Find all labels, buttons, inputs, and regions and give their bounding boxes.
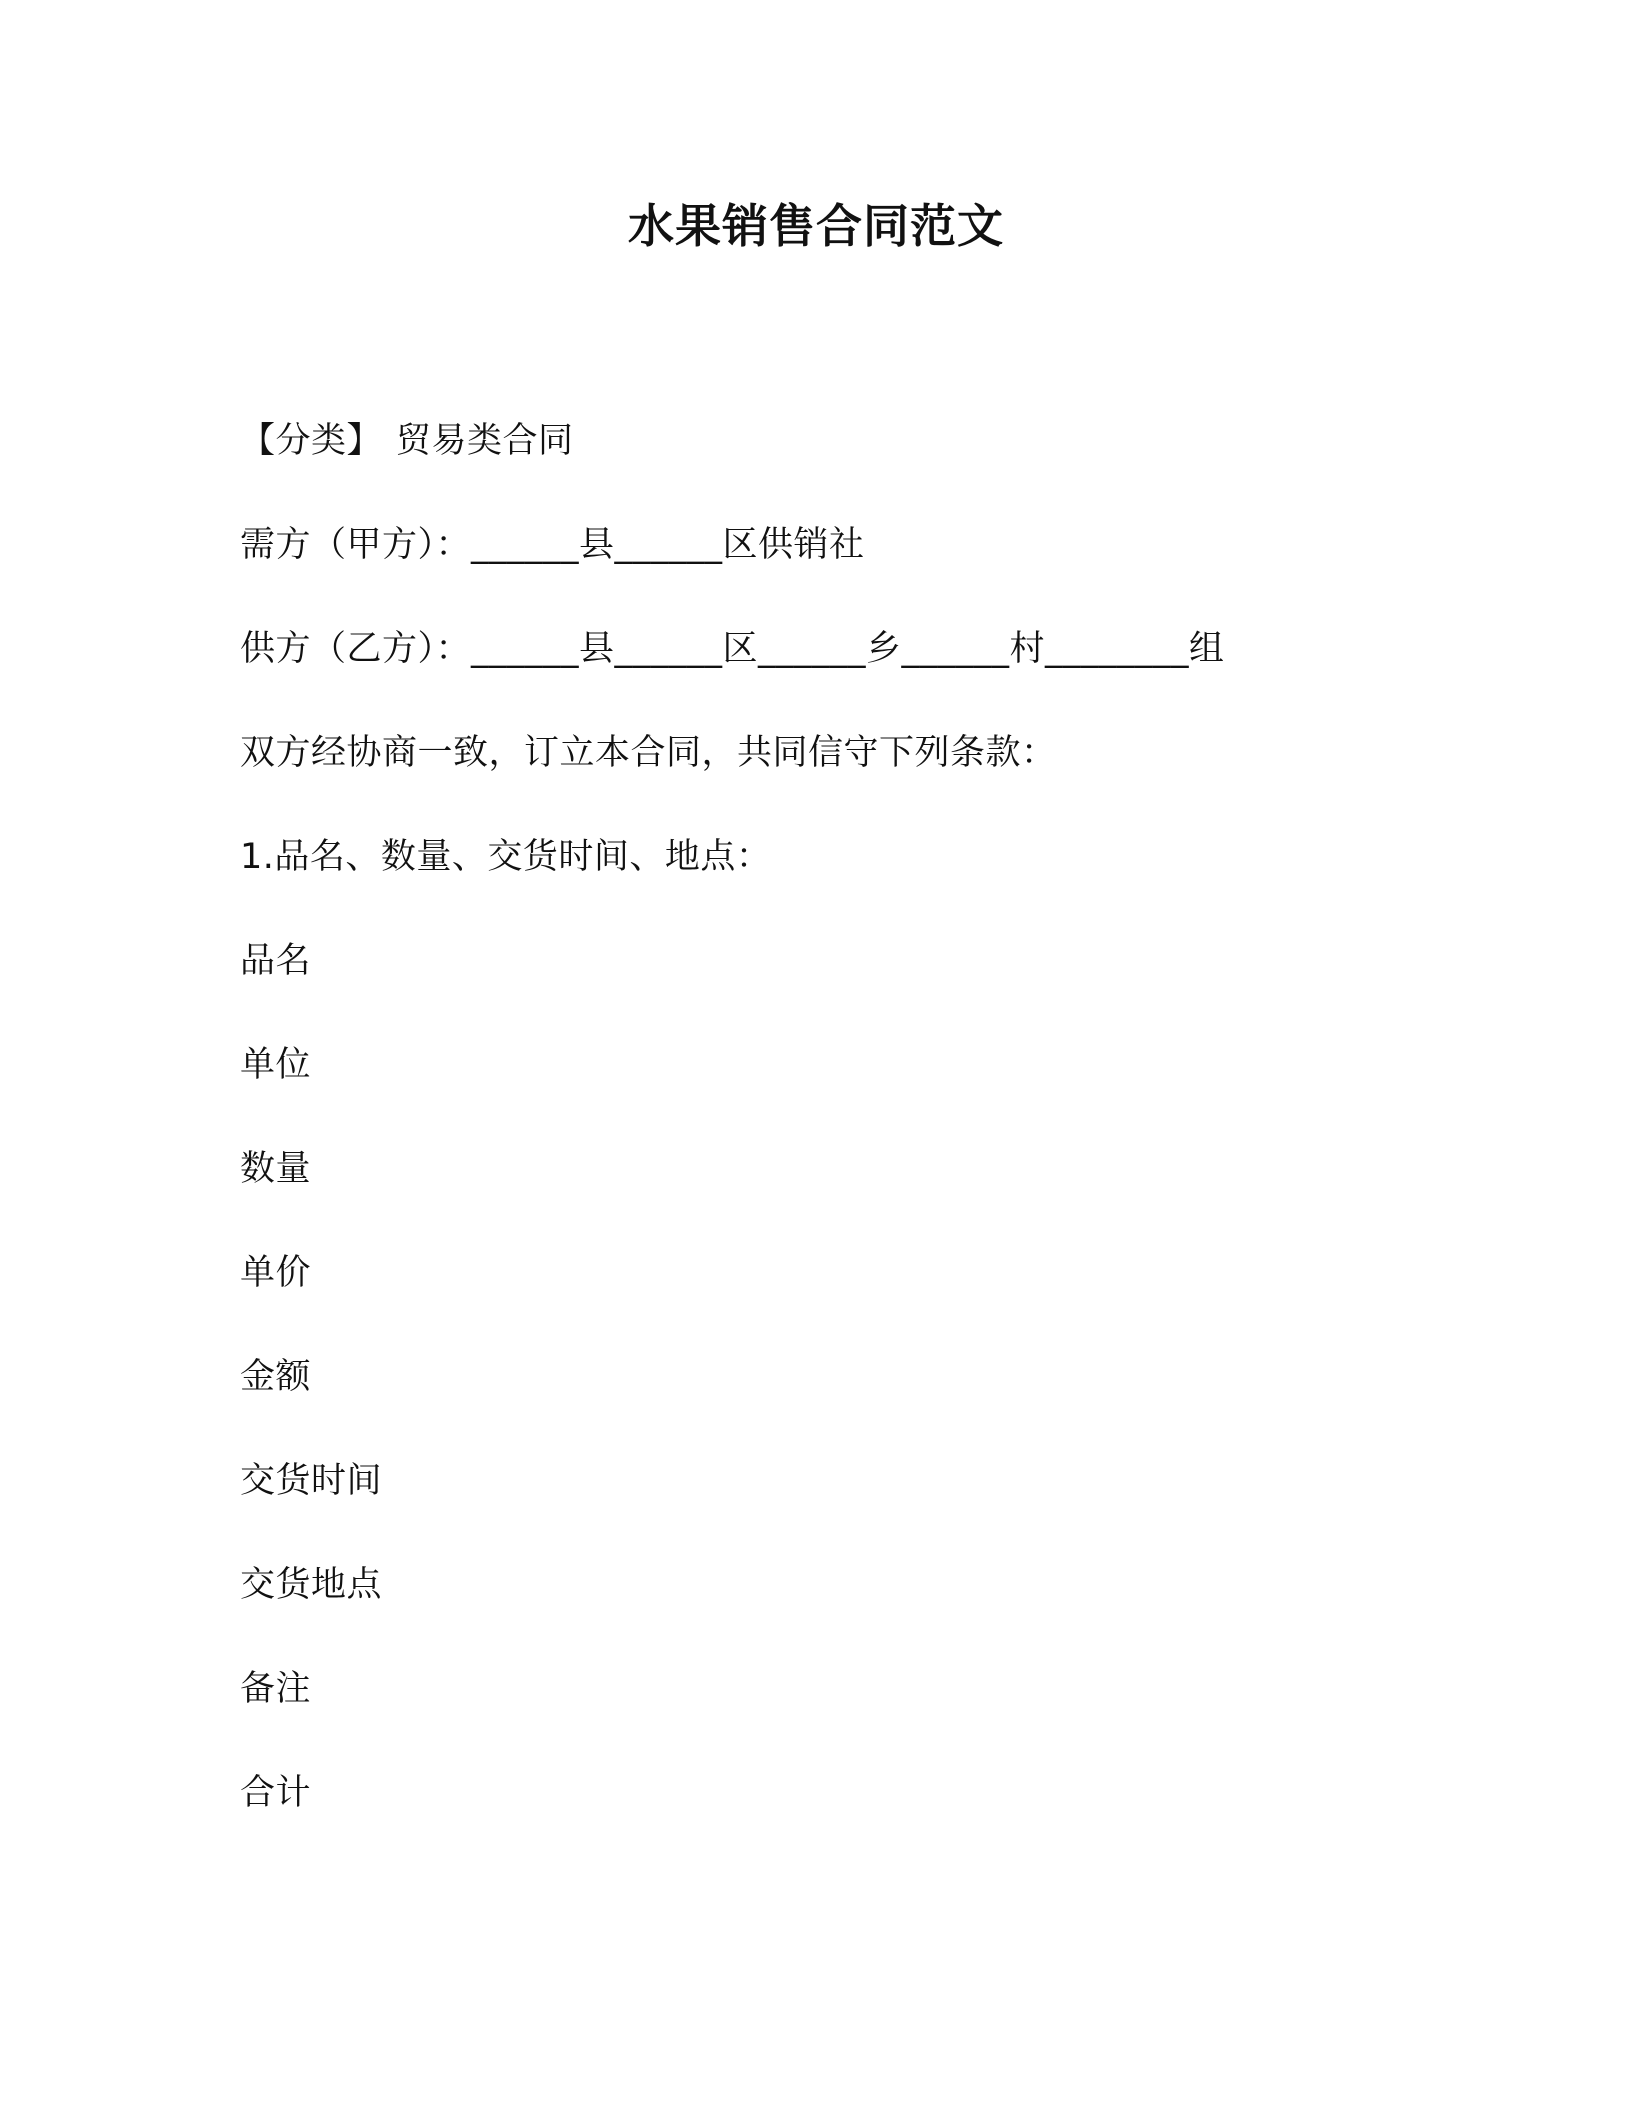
category-value: 贸易类合同: [396, 421, 574, 461]
category-line: [240, 417, 1440, 465]
field-delivery-time: 交货时间: [240, 1461, 383, 1501]
preamble-text: 双方经协商一致，订立本合同，共同信守下列条款：: [240, 733, 1057, 773]
field-quantity: 数量: [240, 1149, 312, 1189]
buyer-party-line: 需方（甲方）：______县______区供销社: [240, 525, 865, 565]
document-body: [240, 417, 1440, 1873]
field-product-name: 品名: [240, 941, 312, 981]
category-label: 【分类】: [240, 421, 383, 461]
field-total: 合计: [240, 1773, 312, 1813]
section-1-heading: 1.品名、数量、交货时间、地点：: [240, 837, 772, 877]
field-delivery-location: 交货地点: [240, 1565, 383, 1605]
field-amount: 金额: [240, 1357, 312, 1397]
field-unit-price: 单价: [240, 1253, 312, 1293]
field-remarks: 备注: [240, 1669, 312, 1709]
field-unit: 单位: [240, 1045, 312, 1085]
document-title: 水果销售合同范文: [628, 199, 1004, 253]
seller-party-line: 供方（乙方）：______县______区______乡______村________组: [240, 629, 1225, 669]
